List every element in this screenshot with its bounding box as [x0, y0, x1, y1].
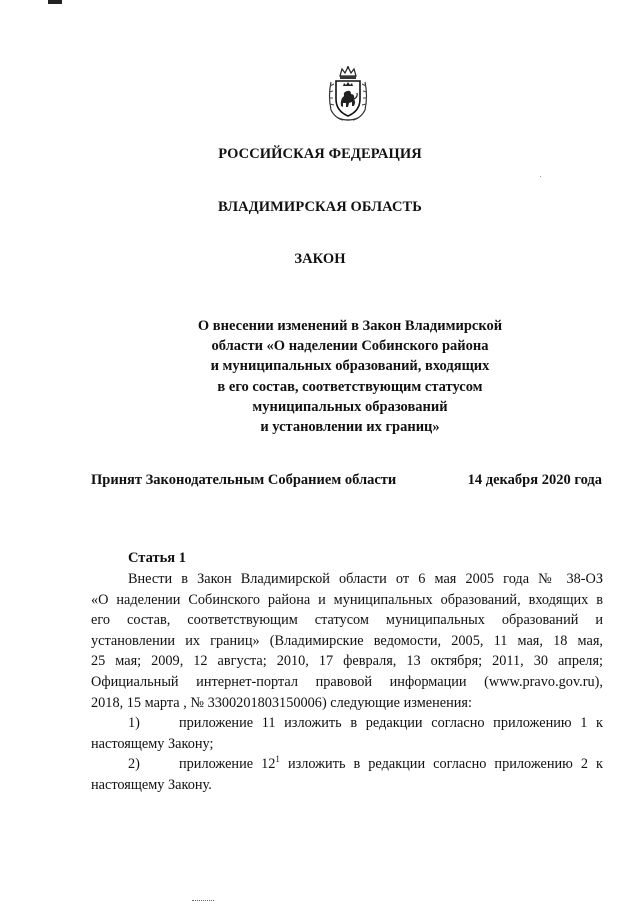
- paragraph-line: 2018, 15 марта , № 3300201803150006) следующие изменения:: [91, 694, 472, 711]
- article-body: [91, 569, 603, 796]
- law-heading: ЗАКОН: [294, 251, 346, 267]
- list-item-number: 1): [128, 715, 140, 732]
- law-title-line: муниципальных образований: [252, 398, 448, 415]
- article-heading: Статья 1: [128, 550, 186, 566]
- paragraph-line: Внести в Закон Владимирской области от 6 мая 2005 года № 38-ОЗ: [128, 571, 603, 587]
- adoption-label: Принят Законодательным Собранием области: [91, 472, 397, 488]
- superscript: 1: [275, 754, 280, 765]
- scan-mark: [48, 0, 62, 4]
- list-item-continuation: настоящему Закону.: [91, 776, 212, 793]
- scan-artifact: [192, 900, 214, 903]
- list-item-continuation: настоящему Закону;: [91, 735, 214, 752]
- paragraph-line: установлении их границ» (Владимирские ведомости, 2005, 11 мая, 18 мая,: [91, 632, 603, 649]
- region-heading: ВЛАДИМИРСКАЯ ОБЛАСТЬ: [218, 199, 422, 215]
- adoption-date: 14 декабря 2020 года: [467, 472, 602, 488]
- list-item-text: [179, 754, 603, 775]
- paragraph-line: 25 мая; 2009, 12 августа; 2010, 17 февраля, 13 октября; 2011, 30 апреля;: [91, 653, 603, 670]
- law-title-line: и установлении их границ»: [260, 419, 440, 436]
- list-item: [91, 754, 603, 775]
- law-title-line: в его состав, соответствующим статусом: [217, 378, 483, 395]
- law-title-line: и муниципальных образований, входящих: [210, 358, 490, 375]
- list-item-text: приложение 11 изложить в редакции согласно приложению 1 к: [179, 715, 603, 732]
- paragraph-line: его состав, соответствующим статусом муниципальных образований и: [91, 612, 603, 629]
- coat-of-arms-icon: [325, 66, 371, 122]
- scan-dot: [540, 176, 541, 177]
- list-item-text-start: приложение 12: [179, 756, 276, 773]
- law-title: [150, 316, 550, 437]
- list-item: [91, 713, 603, 734]
- country-heading: РОССИЙСКАЯ ФЕДЕРАЦИЯ: [218, 146, 422, 162]
- list-item-number: 2): [128, 756, 140, 773]
- law-title-line: области «О наделении Собинского района: [211, 338, 489, 355]
- law-title-line: О внесении изменений в Закон Владимирской: [197, 318, 503, 334]
- paragraph-line: «О наделении Собинского района и муниципальных образований, входящих в: [91, 591, 603, 608]
- paragraph-line: Официальный интернет-портал правовой информации (www.pravo.gov.ru),: [91, 673, 603, 690]
- list-item-text-end: изложить в редакции согласно приложению 2 к: [279, 756, 603, 773]
